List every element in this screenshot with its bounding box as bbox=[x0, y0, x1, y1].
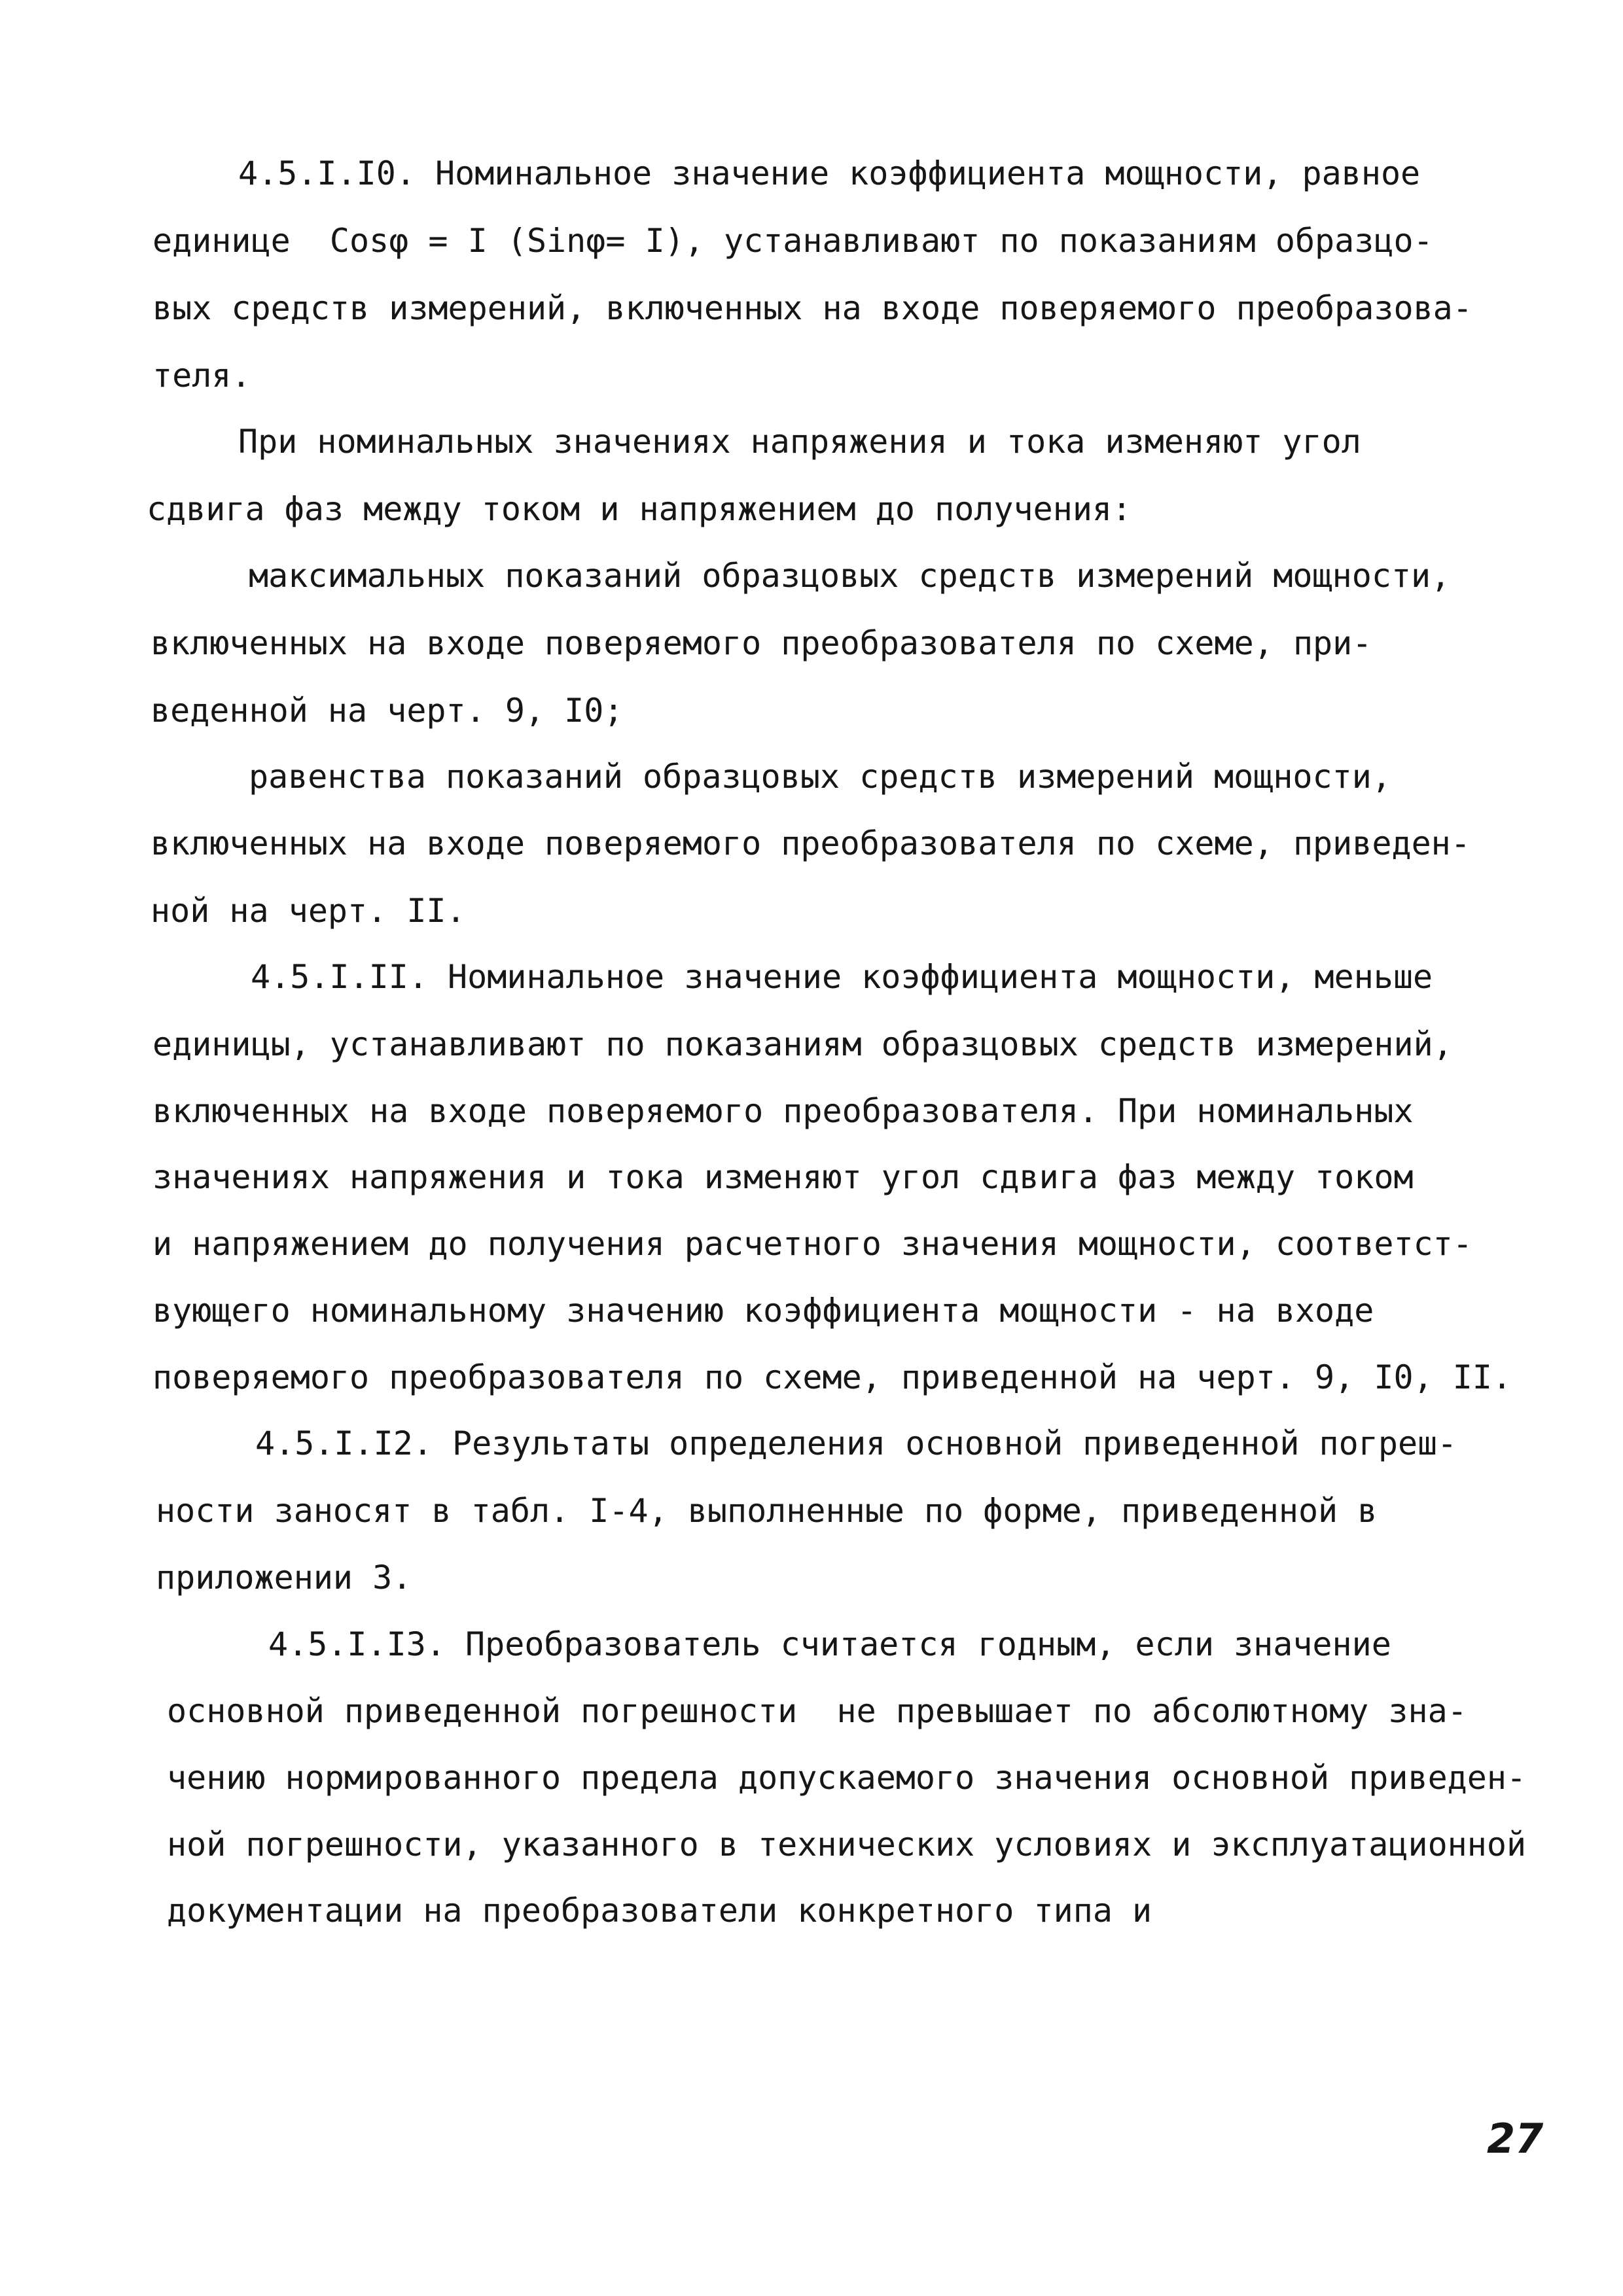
text-line: единицы, устанавливают по показаниям образцовых средств измерений, bbox=[152, 1025, 1453, 1063]
text-line: 4.5.I.II. Номинальное значение коэффициента мощности, меньше bbox=[251, 958, 1433, 996]
text-line: вых средств измерений, включенных на входе поверяемого преобразова- bbox=[152, 289, 1472, 327]
text-line: 4.5.I.I2. Результаты определения основной приведенной погреш- bbox=[255, 1424, 1457, 1462]
text-line: значениях напряжения и тока изменяют угол сдвига фаз между током bbox=[152, 1158, 1414, 1196]
text-line: ности заносят в табл. I-4, выполненные по форме, приведенной в bbox=[156, 1492, 1378, 1530]
text-line: 4.5.I.I3. Преобразователь считается годным, если значение bbox=[268, 1625, 1391, 1663]
text-line: основной приведенной погрешности не превышает по абсолютному зна- bbox=[167, 1692, 1467, 1730]
text-line: единице Cosφ = I (Sinφ= I), устанавливают по показаниям образцо- bbox=[152, 222, 1433, 260]
text-line: теля. bbox=[152, 357, 251, 395]
text-line: При номинальных значениях напряжения и тока изменяют угол bbox=[238, 423, 1361, 461]
text-line: сдвига фаз между током и напряжением до получения: bbox=[147, 490, 1132, 528]
text-line: поверяемого преобразователя по схеме, приведенной на черт. 9, I0, II. bbox=[152, 1358, 1512, 1396]
text-line: включенных на входе поверяемого преобразователя. При номинальных bbox=[152, 1092, 1414, 1130]
text-line: веденной на черт. 9, I0; bbox=[151, 692, 624, 730]
text-line: вующего номинальному значению коэффициента мощности - на входе bbox=[152, 1292, 1374, 1330]
text-line: равенства показаний образцовых средств измерений мощности, bbox=[249, 758, 1391, 796]
text-line: максимальных показаний образцовых средств измерений мощности, bbox=[249, 557, 1451, 595]
text-line: документации на преобразователи конкретного типа и bbox=[167, 1892, 1152, 1930]
text-line: 4.5.I.I0. Номинальное значение коэффициента мощности, равное bbox=[238, 154, 1421, 192]
text-line: и напряжением до получения расчетного значения мощности, соответст- bbox=[152, 1225, 1472, 1263]
page-number: 27 bbox=[1487, 2115, 1544, 2163]
text-line: приложении 3. bbox=[156, 1559, 412, 1597]
text-line: чению нормированного предела допускаемого значения основной приведен- bbox=[167, 1759, 1527, 1797]
text-line: ной на черт. II. bbox=[151, 892, 466, 930]
text-line: включенных на входе поверяемого преобразователя по схеме, приведен- bbox=[151, 824, 1471, 862]
text-line: ной погрешности, указанного в технических условиях и эксплуатационной bbox=[167, 1826, 1527, 1863]
text-line: включенных на входе поверяемого преобразователя по схеме, при- bbox=[151, 624, 1372, 662]
